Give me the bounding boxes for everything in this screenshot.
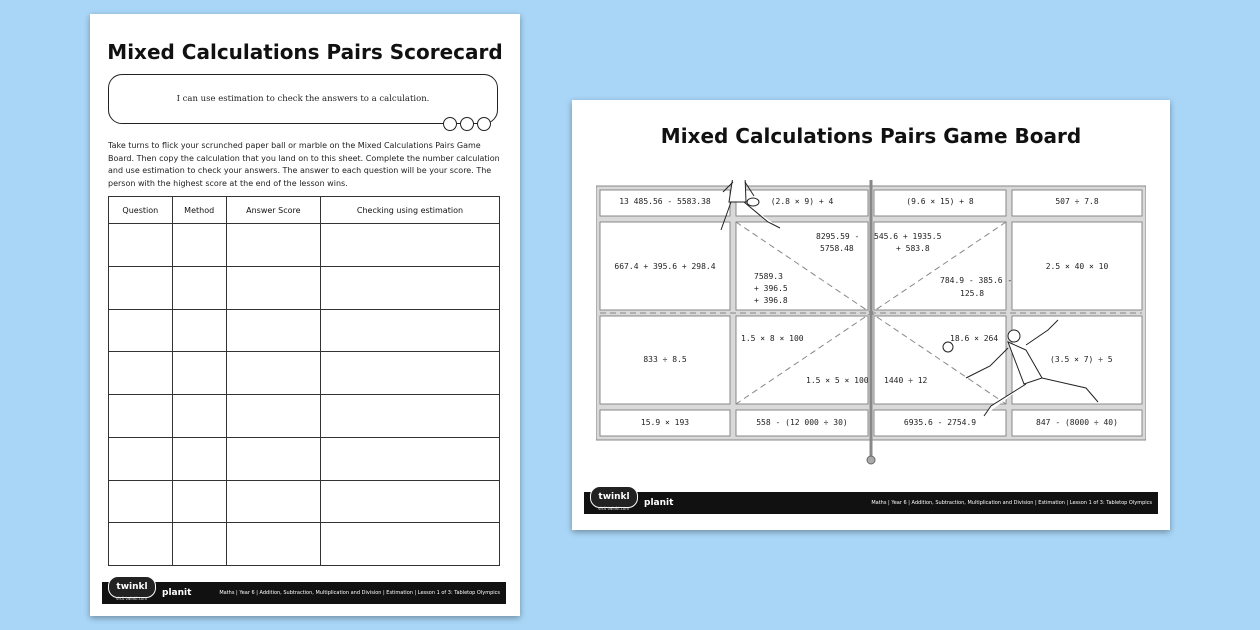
twinkl-logo — [584, 492, 642, 514]
scorecard-title: Mixed Calculations Pairs Scorecard — [107, 40, 503, 64]
score-row — [109, 480, 500, 523]
score-cell[interactable] — [172, 395, 226, 438]
twinkl-logo — [102, 582, 160, 604]
calculation-cell: 1.5 × 5 × 100 — [806, 376, 869, 385]
self-assessment-circles — [443, 116, 494, 135]
calculation-cell: 7589.3 — [754, 272, 783, 281]
assessment-circle — [443, 117, 457, 131]
footer-breadcrumb: Maths | Year 6 | Addition, Subtraction, Multiplication and Division | Estimation | Lesson 1 of 3: Tabletop Olympics — [219, 590, 500, 596]
calculation-cell: 8295.59 - — [816, 232, 860, 241]
calculation-cell: (3.5 × 7) ÷ 5 — [1050, 355, 1113, 364]
score-cell[interactable] — [320, 480, 499, 523]
score-cell[interactable] — [320, 309, 499, 352]
column-header: Answer Score — [226, 197, 320, 224]
score-row — [109, 395, 500, 438]
score-cell[interactable] — [172, 224, 226, 267]
column-header: Method — [172, 197, 226, 224]
learning-objective: I can use estimation to check the answers to a calculation. — [176, 94, 430, 104]
calculation-cell: 6935.6 - 2754.9 — [903, 418, 977, 427]
calculation-cell: 847 - (8000 ÷ 40) — [1036, 418, 1118, 427]
score-row — [109, 224, 500, 267]
score-row — [109, 523, 500, 566]
score-cell[interactable] — [226, 266, 320, 309]
score-table-header — [109, 197, 500, 224]
score-cell[interactable] — [109, 352, 173, 395]
gameboard-title: Mixed Calculations Pairs Game Board — [660, 124, 1082, 148]
calculation-cell: 545.6 + 1935.5 — [874, 232, 942, 241]
table-tennis-court — [596, 180, 1146, 480]
score-cell[interactable] — [320, 352, 499, 395]
calculation-cell-continued: + 583.8 — [896, 244, 930, 253]
score-cell[interactable] — [109, 266, 173, 309]
score-cell[interactable] — [320, 224, 499, 267]
score-row — [109, 309, 500, 352]
scorecard-sheet — [90, 14, 520, 616]
calculation-cell: 1.5 × 8 × 100 — [741, 334, 804, 343]
twinkl-logo-badge: twinkl — [590, 486, 638, 508]
score-cell[interactable] — [109, 309, 173, 352]
score-cell[interactable] — [172, 437, 226, 480]
column-header: Question — [109, 197, 173, 224]
planit-brand: planit — [162, 588, 192, 598]
learning-objective-box — [108, 74, 498, 124]
score-cell[interactable] — [172, 480, 226, 523]
score-cell[interactable] — [172, 309, 226, 352]
twinkl-logo-badge: twinkl — [108, 576, 156, 598]
score-cell[interactable] — [109, 523, 173, 566]
calculation-cell-continued: + 396.8 — [754, 296, 788, 305]
footer-breadcrumb: Maths | Year 6 | Addition, Subtraction, Multiplication and Division | Estimation | Lesson 1 of 3: Tabletop Olympics — [871, 500, 1152, 506]
score-cell[interactable] — [320, 266, 499, 309]
score-cell[interactable] — [226, 437, 320, 480]
calculation-cell: 667.4 + 395.6 + 298.4 — [614, 262, 716, 271]
score-cell[interactable] — [320, 395, 499, 438]
calculation-cell: 507 ÷ 7.8 — [1055, 197, 1099, 206]
score-row — [109, 352, 500, 395]
calculation-cell-continued: 5758.48 — [820, 244, 854, 253]
calculation-cell: 784.9 - 385.6 - — [940, 276, 1013, 285]
score-cell[interactable] — [109, 224, 173, 267]
score-cell[interactable] — [226, 480, 320, 523]
scorecard-footer — [102, 582, 506, 604]
calculation-cell-continued: + 396.5 — [754, 284, 788, 293]
twinkl-url: visit twinkl.com — [598, 506, 630, 511]
score-row — [109, 266, 500, 309]
score-cell[interactable] — [109, 480, 173, 523]
game-board — [596, 180, 1146, 480]
planit-brand: planit — [644, 498, 674, 508]
score-cell[interactable] — [226, 224, 320, 267]
calculation-cell: 15.9 × 193 — [640, 418, 690, 427]
score-cell[interactable] — [226, 309, 320, 352]
gameboard-sheet — [572, 100, 1170, 530]
score-cell[interactable] — [172, 523, 226, 566]
assessment-circle — [460, 117, 474, 131]
calculation-cell-continued: 125.8 — [960, 289, 985, 298]
calculation-cell: 833 ÷ 8.5 — [643, 355, 687, 364]
score-cell[interactable] — [226, 523, 320, 566]
gameboard-footer — [584, 492, 1158, 514]
score-cell[interactable] — [172, 266, 226, 309]
score-cell[interactable] — [226, 395, 320, 438]
score-cell[interactable] — [320, 523, 499, 566]
score-row — [109, 437, 500, 480]
score-cell[interactable] — [109, 437, 173, 480]
assessment-circle — [477, 117, 491, 131]
calculation-cell: (2.8 × 9) + 4 — [770, 197, 834, 206]
calculation-cell: 2.5 × 40 × 10 — [1045, 262, 1109, 271]
column-header: Checking using estimation — [320, 197, 499, 224]
calculation-cell: 1440 ÷ 12 — [884, 376, 928, 385]
score-cell[interactable] — [109, 395, 173, 438]
net-post-bottom — [867, 456, 875, 464]
score-cell[interactable] — [172, 352, 226, 395]
calculation-cell: 13 485.56 - 5583.38 — [619, 197, 711, 206]
score-cell[interactable] — [226, 352, 320, 395]
calculation-cell: 18.6 × 264 — [950, 334, 999, 343]
instructions-text: Take turns to flick your scrunched paper ball or marble on the Mixed Calculations Pairs Game Board. Then copy the calculation that you land on to this sheet. Complete the number calculation and use estimation to check your answers. The answer to each question will be your score. The person with the highest score at the end of the lesson wins. — [108, 141, 500, 188]
twinkl-url: visit twinkl.com — [116, 596, 148, 601]
score-table — [108, 196, 500, 566]
calculation-cell: 558 - (12 000 ÷ 30) — [756, 418, 848, 427]
calculation-cell: (9.6 × 15) + 8 — [906, 197, 974, 206]
score-cell[interactable] — [320, 437, 499, 480]
